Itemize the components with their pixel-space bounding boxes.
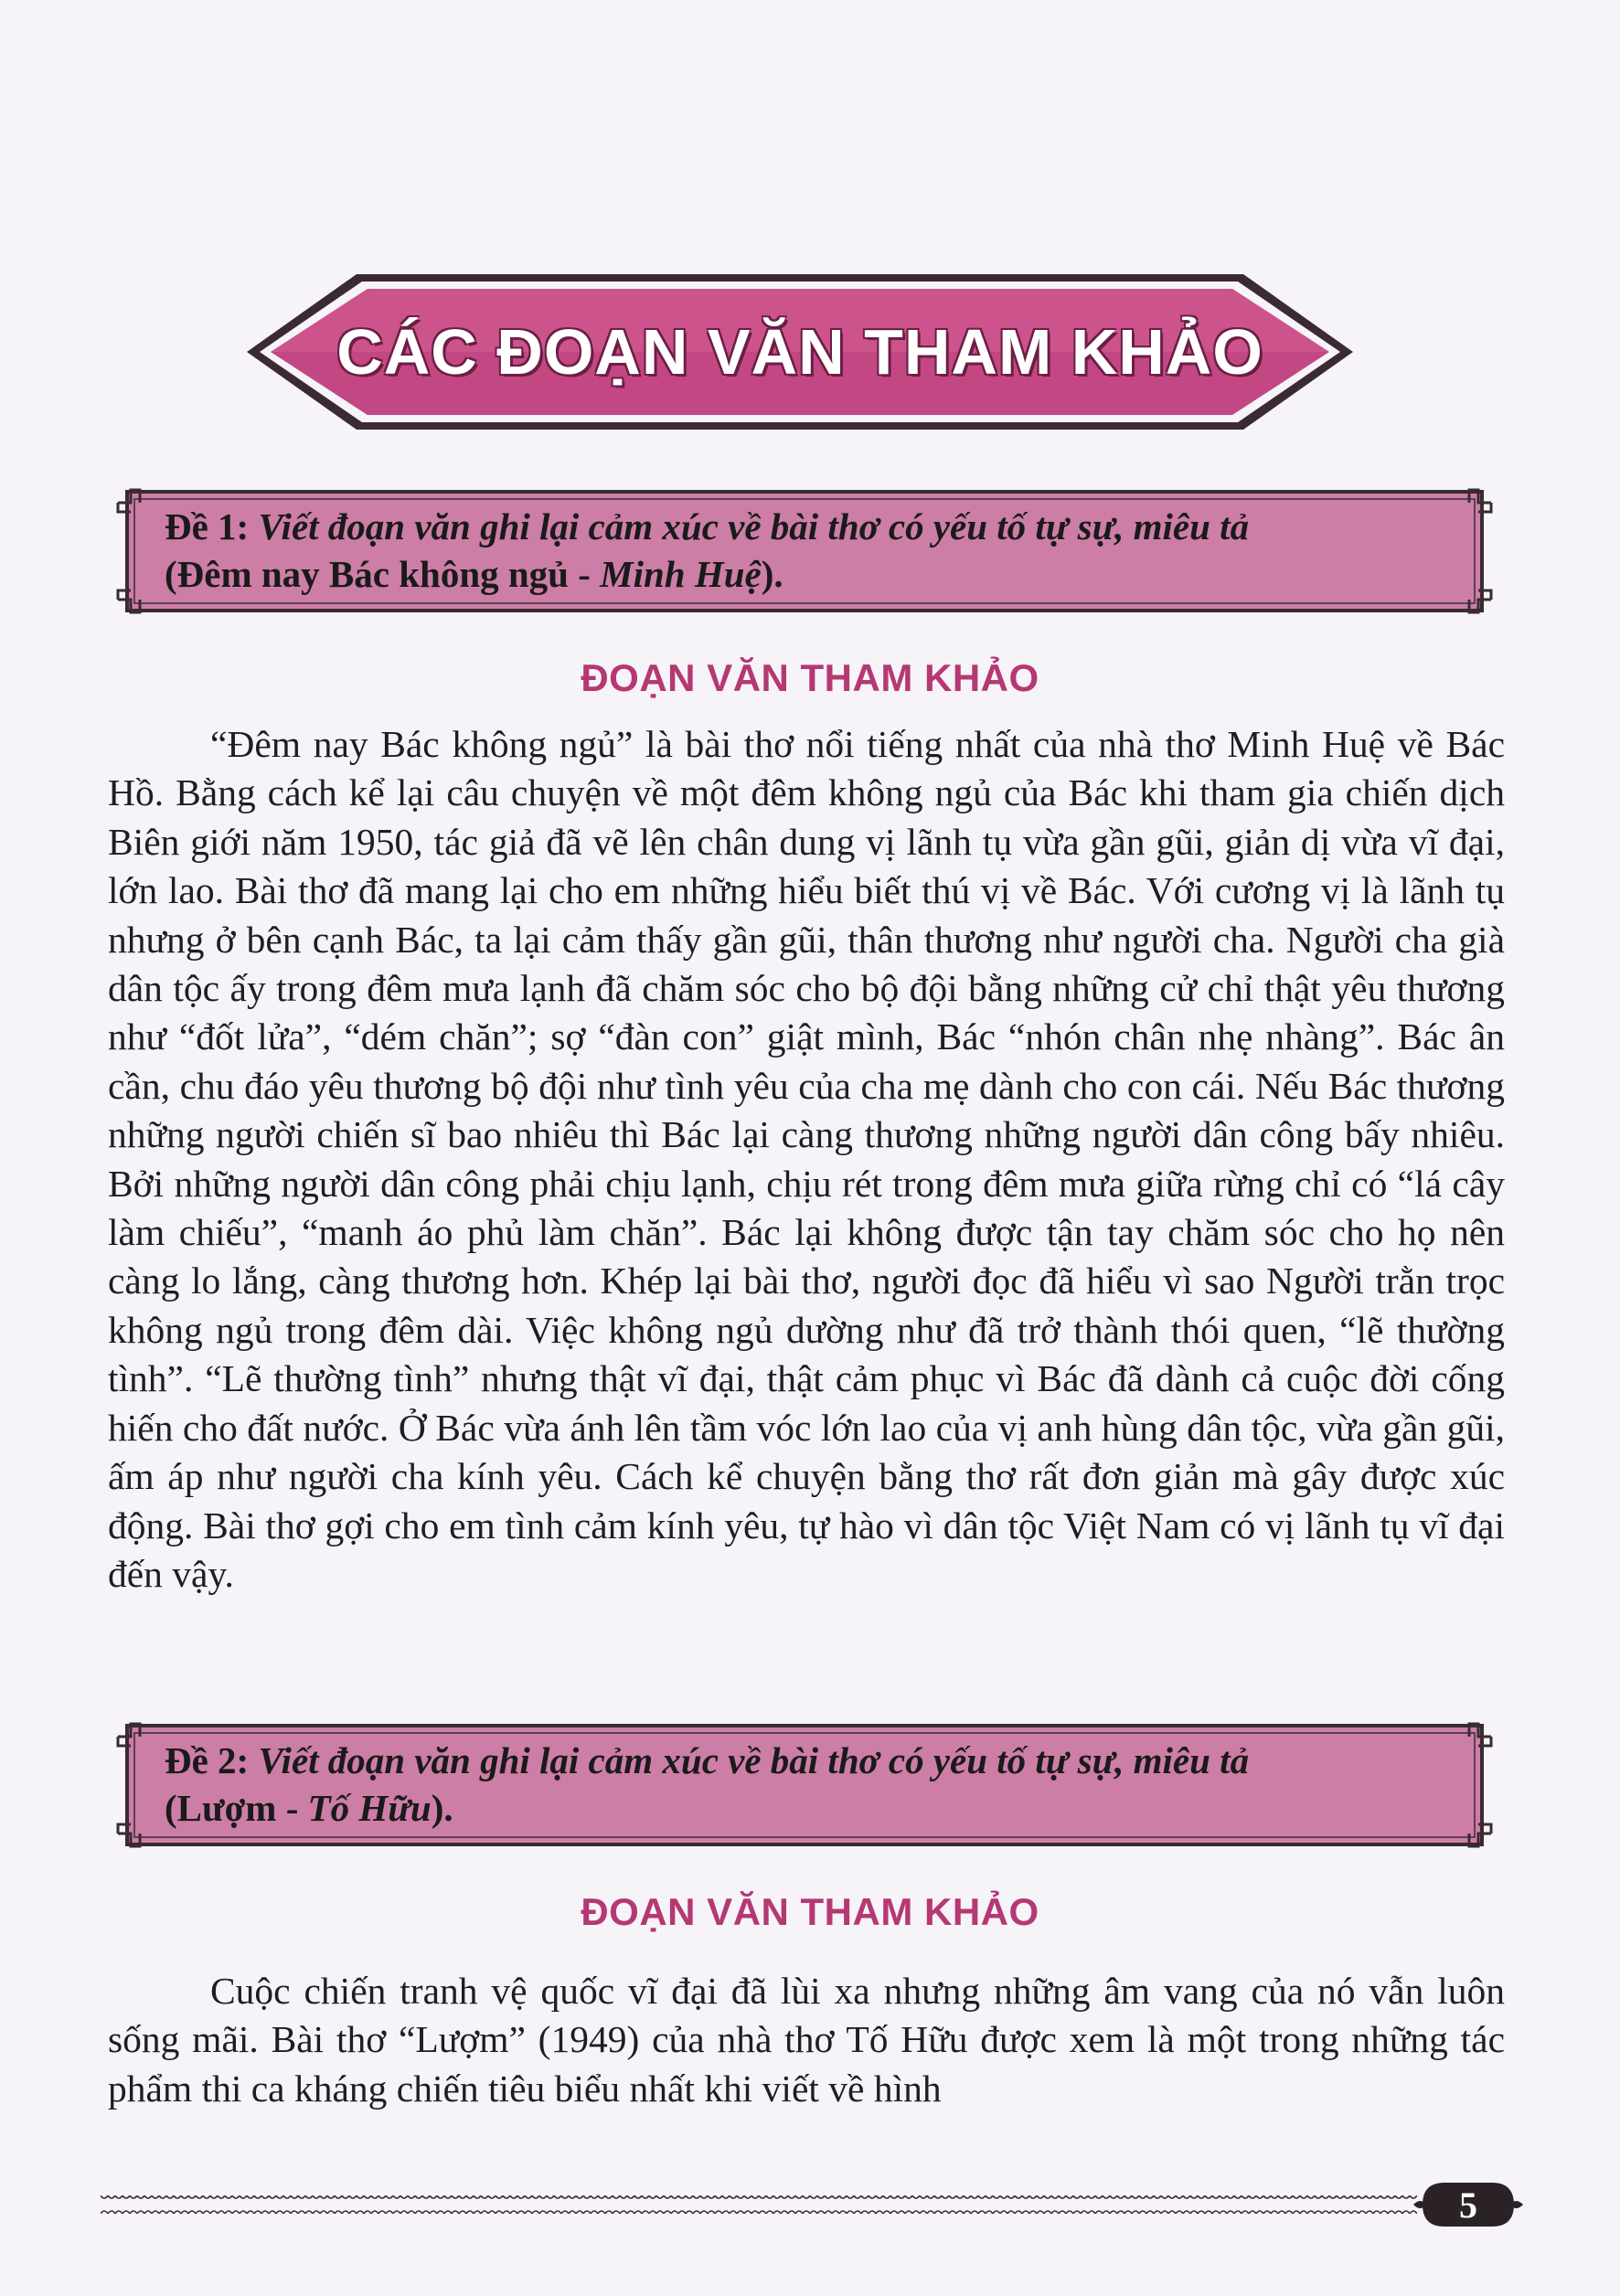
reference-paragraph-2: Cuộc chiến tranh vệ quốc vĩ đại đã lùi xa nhưng những âm vang của nó vẫn luôn sống mãi. Bài thơ “Lượm” (1949) của nhà thơ Tố Hữu được xem là một trong những tác phẩm thi ca kháng chiến tiêu biểu nhất khi viết về hình — [108, 1970, 1505, 2110]
page-number: 5 — [1459, 2184, 1477, 2226]
poem-author: Minh Huệ — [600, 553, 762, 595]
reference-paragraph-1: “Đêm nay Bác không ngủ” là bài thơ nổi tiếng nhất của nhà thơ Minh Huệ về Bác Hồ. Bằng cách kể lại câu chuyện về một đêm không ngủ của Bác khi tham gia chiến dịch Biên giới năm 1950, tác giả đã vẽ lên chân dung vị lãnh tụ vừa gần gũi, giản dị vừa vĩ đại, lớn lao. Bài thơ đã mang lại cho em những hiểu biết thú vị về Bác. Với cương vị là lãnh tụ nhưng ở bên cạnh Bác, ta lại cảm thấy gần gũi, thân thương như người cha. Người cha già dân tộc ấy trong đêm mưa lạnh đã chăm sóc cho bộ đội bằng những cử chỉ thật yêu thương như “đốt lửa”, “dém chăn”; sợ “đàn con” giật mình, Bác “nhón chân nhẹ nhàng”. Bác ân cần, chu đáo yêu thương bộ đội như tình yêu của cha mẹ dành cho con cái. Nếu Bác thương những người chiến sĩ bao nhiêu thì Bác lại càng thương những người dân công bấy nhiêu. Bởi những người dân công phải chịu lạnh, chịu rét trong đêm mưa giữa rừng chỉ có “lá cây làm chiếu”, “manh áo phủ làm chăn”. Bác lại không được tận tay chăm sóc cho họ nên càng lo lắng, càng thương hơn. Khép lại bài thơ, người đọc đã hiểu vì sao Người trằn trọc không ngủ trong đêm dài. Việc không ngủ dường như đã trở thành thói quen, “lẽ thường tình”. “Lẽ thường tình” nhưng thật vĩ đại, thật cảm phục vì Bác đã dành cả cuộc đời cống hiến cho đất nước. Ở Bác vừa ánh lên tầm vóc lớn lao của vị anh hùng dân tộc, vừa gần gũi, ấm áp như người cha kính yêu. Cách kể chuyện bằng thơ rất đơn giản mà gây được xúc động. Bài thơ gợi cho em tình cảm kính yêu, tự hào vì dân tộc Việt Nam có vị lãnh tụ vĩ đại đến vậy. — [108, 723, 1505, 1595]
ref-open: ( — [165, 553, 177, 595]
prompt-number: Đề 2: — [165, 1739, 250, 1781]
prompt-reference — [165, 553, 783, 595]
ref-separator: - — [568, 553, 601, 595]
banner-title: CÁC ĐOẠN VĂN THAM KHẢO — [336, 316, 1263, 388]
prompt-box-1 — [114, 483, 1495, 620]
title-banner — [247, 265, 1353, 439]
prompt-instruction: Viết đoạn văn ghi lại cảm xúc về bài thơ có yếu tố tự sự, miêu tả — [258, 505, 1250, 547]
ref-close: ). — [431, 1787, 453, 1829]
prompt-reference — [165, 1787, 453, 1829]
poem-author: Tố Hữu — [307, 1787, 432, 1829]
prompt-text — [165, 1737, 1454, 1832]
section-heading-2: ĐOẠN VĂN THAM KHẢO — [581, 1890, 1039, 1933]
prompt-instruction: Viết đoạn văn ghi lại cảm xúc về bài thơ có yếu tố tự sự, miêu tả — [258, 1739, 1250, 1781]
poem-title: Đêm nay Bác không ngủ — [176, 553, 569, 595]
page-number-badge — [1413, 2177, 1523, 2232]
ref-close: ). — [761, 553, 783, 595]
prompt-box-2 — [114, 1717, 1495, 1854]
section-heading-1: ĐOẠN VĂN THAM KHẢO — [581, 656, 1039, 699]
prompt-text — [165, 503, 1454, 598]
footer-ornament-line — [101, 2186, 1417, 2223]
prompt-number: Đề 1: — [165, 505, 250, 547]
poem-title: Lượm — [176, 1787, 277, 1829]
ref-separator: - — [276, 1787, 308, 1829]
ref-open: ( — [165, 1787, 177, 1829]
